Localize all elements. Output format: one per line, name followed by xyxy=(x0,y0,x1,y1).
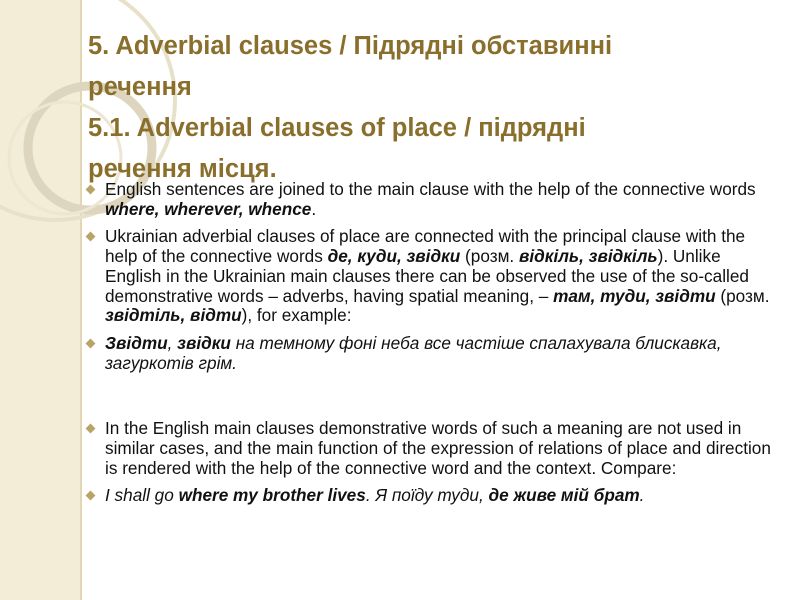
bullet-marker-icon xyxy=(86,424,96,434)
title-line: речення місця. xyxy=(88,155,277,183)
bullet-text xyxy=(105,485,644,505)
bullet-text xyxy=(105,226,770,325)
text-run: In the English main clauses demonstrative words of such a meaning are not used in similar cases, and the main function of the expression of relations of place and direction is rendered with the help of the connective word and the context. Compare: xyxy=(105,418,771,478)
slide-body xyxy=(84,180,774,514)
bullet-item xyxy=(84,334,774,373)
bullet-item xyxy=(84,227,774,326)
text-run-italic: на темному фоні неба все частіше спалахувала блискавка, загуркотів грім. xyxy=(105,332,722,373)
text-run-italic: I shall go xyxy=(105,485,179,506)
bullet-text xyxy=(105,179,756,219)
title-line: 5. Adverbial clauses / Підрядні обставинні xyxy=(88,32,613,60)
text-run-italic: . xyxy=(639,485,645,506)
text-run-emphasis: where my brother lives xyxy=(178,485,366,506)
title-line: речення xyxy=(88,73,192,101)
bullet-text xyxy=(105,418,771,477)
bullet-marker-icon xyxy=(86,338,96,348)
bullet-text xyxy=(105,333,722,373)
bullet-item xyxy=(84,180,774,219)
bullet-marker-icon xyxy=(86,185,96,195)
text-run: English sentences are joined to the main clause with the help of the connective words xyxy=(105,179,756,199)
side-decor-band xyxy=(0,0,80,600)
bullet-item xyxy=(84,486,774,506)
text-run: . xyxy=(311,198,317,219)
bullet-marker-icon xyxy=(86,232,96,242)
text-run-emphasis: звідки xyxy=(177,332,231,353)
text-run: ). Unlike English in the Ukrainian main clauses there can be observed the use of the so-called demonstrative words – adverbs, having spatial meaning, – xyxy=(105,246,749,306)
bullet-marker-icon xyxy=(86,491,96,501)
title-line: 5.1. Adverbial clauses of place / підрядні xyxy=(88,114,586,142)
text-run-emphasis: там, туди, звідти xyxy=(553,285,716,306)
text-run: ), for example: xyxy=(241,305,352,326)
slide-title xyxy=(88,26,778,190)
text-run-emphasis: де, куди, звідки xyxy=(327,246,461,267)
text-run-emphasis: звідтіль, відти xyxy=(105,305,242,326)
text-run: (розм. xyxy=(715,285,770,306)
text-run-emphasis: де живе мій брат xyxy=(488,485,640,506)
band-divider xyxy=(80,0,82,600)
text-run-emphasis: Звідти xyxy=(105,332,168,353)
text-run: (розм. xyxy=(460,246,519,267)
text-run-emphasis: відкіль, звідкіль xyxy=(518,246,658,267)
text-run-emphasis: where, wherever, whence xyxy=(105,198,312,219)
text-run-italic: , xyxy=(167,332,178,353)
text-run: Ukrainian adverbial clauses of place are connected with the principal clause with the help of the connective words xyxy=(105,226,746,267)
bullet-item xyxy=(84,419,774,478)
text-run-italic: . Я поїду туди, xyxy=(365,485,489,506)
